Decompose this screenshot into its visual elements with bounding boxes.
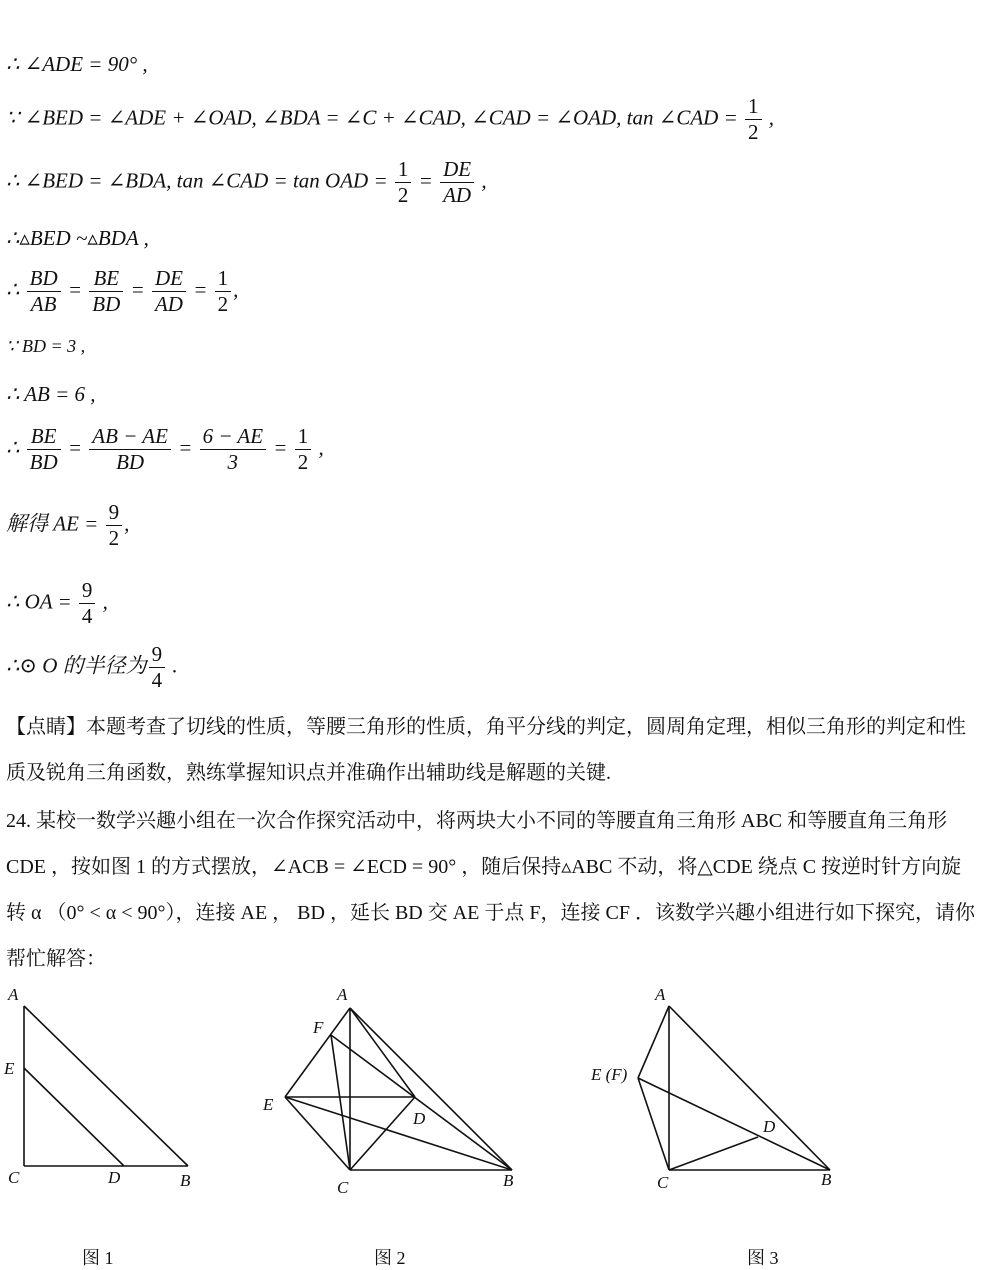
label-A: A [655,985,666,1004]
figure-3-caption: 图 3 [747,1248,779,1268]
label-B: B [503,1171,514,1190]
line-9: 解得 AE = $\frac{9}{2}$ , [6,500,130,550]
line-2: ∵ ∠BED = ∠ADE + ∠OAD, ∠BDA = ∠C + ∠CAD, ∠CAD = ∠OAD, tan ∠CAD = $\frac{1}{2}$ , [6,94,774,144]
figure-2 [255,980,535,1205]
line-6: ∵ BD = 3 , [6,336,86,356]
line-3: ∴ ∠BED = ∠BDA, tan ∠CAD = tan OAD = $\frac{1}{2}$ = $\frac{DE}{AD}$ , [6,157,487,207]
label-E: E [4,1059,15,1078]
fraction: $\frac{DE}{AD}$ [440,157,474,208]
line-4: ∴▵BED ~▵BDA , [6,226,149,250]
line-8: ∴ $\frac{BE}{BD}$ = $\frac{AB - AE}{BD}$ = $\frac{6 - AE}{3}$ = $\frac{1}{2}$ , [6,424,324,474]
fraction: $\frac{1}{2}$ [395,157,412,208]
line-10: ∴ OA = $\frac{9}{4}$ , [6,578,108,628]
label-EF: E (F) [591,1065,628,1084]
label-E: E [263,1095,274,1114]
label-B: B [821,1170,832,1189]
fraction: $\frac{1}{2}$ [745,94,762,145]
figure-1-caption: 图 1 [82,1248,114,1268]
label-D: D [763,1117,776,1136]
label-A: A [337,985,348,1004]
figure-2-caption: 图 2 [374,1248,406,1268]
line-11: ∴⊙ O 的半径为 $\frac{9}{4}$ . [6,642,178,692]
label-B: B [180,1171,191,1190]
label-C: C [337,1178,349,1197]
line-5: ∴ $\frac{BD}{AB}$ = $\frac{BE}{BD}$ = $\frac{DE}{AD}$ = $\frac{1}{2}$ , [6,266,239,316]
figure-3 [585,980,845,1205]
label-D: D [108,1168,121,1187]
label-A: A [8,985,19,1004]
label-D: D [413,1109,426,1128]
line-7: ∴ AB = 6 , [6,382,96,406]
line-1: ∴ ∠ADE = 90° , [6,52,148,76]
figure-1 [0,980,220,1200]
problem-paragraph: 24. 某校一数学兴趣小组在一次合作探究活动中，将两块大小不同的等腰直角三角形 ABC 和等腰直角三角形 CDE ，按如图 1 的方式摆放，∠ACB = ∠ECD = 90° ，随后保持▵ABC 不动，将△CDE 绕点 C 按逆时针方向旋转 α （0° < α < 90°），连接 AE ， BD ，延长 BD 交 AE 于点 F，连接 CF ．该数学兴趣小组进行如下探究，请你帮忙解答： [6,810,975,970]
label-F: F [313,1018,324,1037]
label-C: C [8,1168,20,1187]
comment-paragraph: 【点睛】本题考查了切线的性质，等腰三角形的性质，角平分线的判定，圆周角定理，相似三角形的判定和性质及锐角三角函数，熟练掌握知识点并准确作出辅助线是解题的关键. [6,716,966,784]
label-C: C [657,1173,669,1192]
